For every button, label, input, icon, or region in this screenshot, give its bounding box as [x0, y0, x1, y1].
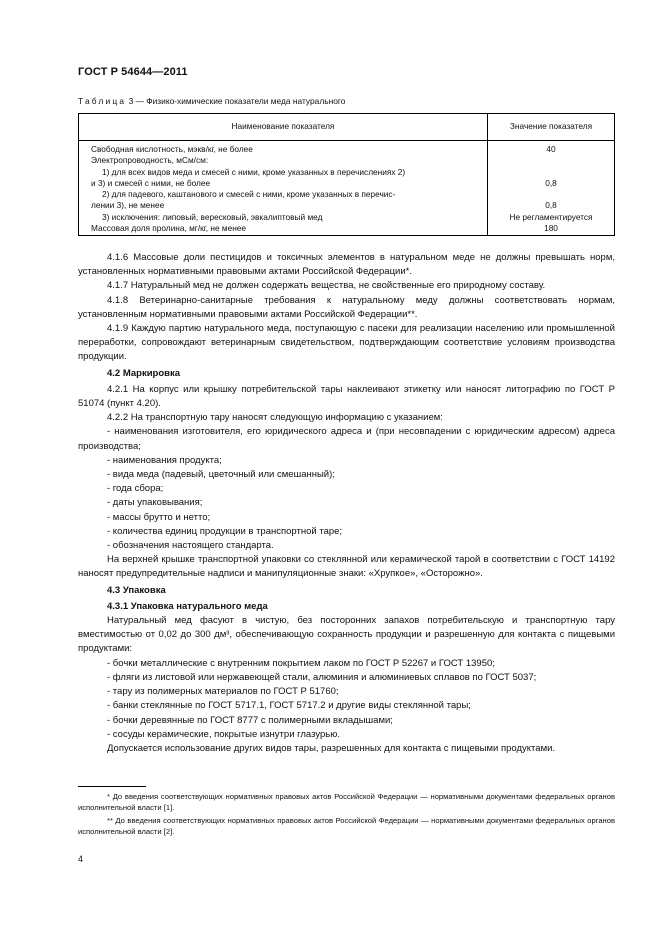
standard-code-header: ГОСТ Р 54644—2011: [78, 66, 188, 78]
list-item: - бочки деревянные по ГОСТ 8777 с полимерными вкладышами;: [107, 714, 393, 726]
row-value-proline: 180: [544, 223, 558, 234]
row-value-conductivity-3: Не регламентируется: [509, 211, 593, 222]
list-item: - наименования продукта;: [107, 454, 222, 466]
table-cell-names: [79, 141, 488, 236]
footnote-1-text: * До введения соответствующих нормативных правовых актов Российской Федерации — нормативными документами федеральных органов исполнительной власти [1].: [78, 792, 615, 812]
table-caption: [78, 96, 345, 106]
column-header-name: Наименование показателя: [79, 114, 488, 141]
section-heading-4-3: 4.3 Упаковка: [107, 584, 166, 596]
footnote-separator: [78, 786, 146, 787]
paragraph-4-1-8: 4.1.8 Ветеринарно-санитарные требования к натуральному меду должны соответствовать нормам, установленным нормативными правовыми актами Российской Федерации**.: [78, 294, 615, 320]
list-item: - года сбора;: [107, 483, 164, 495]
table-caption-text: 3 — Физико-химические показатели меда натурального: [128, 96, 346, 106]
list-item: - наименования изготовителя, его юридического адреса и (при несовпадении с юридическим адресом) адреса производства;: [78, 426, 615, 452]
row-name-conductivity-1-line1: 1) для всех видов меда и смесей с ними, кроме указанных в перечислениях 2): [102, 166, 406, 177]
row-value-conductivity-1: 0,8: [545, 177, 557, 188]
row-name-conductivity-2-line2: лении 3), не менее: [91, 200, 165, 211]
table-cell-values: [488, 141, 615, 236]
row-name-acidity: Свободная кислотность, мэкв/кг, не более: [91, 144, 253, 154]
list-item: - тару из полимерных материалов по ГОСТ Р 51760;: [107, 686, 339, 698]
paragraph-4-1-6: 4.1.6 Массовые доли пестицидов и токсичных элементов в натуральном меде не должны превышать норм, установленных нормативными правовыми актами Российской Федерации*.: [78, 252, 615, 278]
footnote-2: [78, 815, 615, 837]
paragraph-top-lid-marking: На верхней крышке транспортной упаковки со стеклянной или керамической тарой в соответствии с ГОСТ 14192 наносят предупредительные надписи и манипуляционные знаки: «Хрупкое», «Осторожно».: [78, 554, 615, 580]
row-value-acidity: 40: [546, 144, 556, 154]
row-value-empty: [488, 155, 614, 166]
paragraph-4-2-1: 4.2.1 На корпус или крышку потребительской тары наклеивают этикетку или наносят литографию по ГОСТ Р 51074 (пункт 4.20).: [78, 383, 615, 410]
list-item: - массы брутто и нетто;: [107, 511, 211, 523]
footnote-2-text: ** До введения соответствующих нормативных правовых актов Российской Федерации — нормативными документами федеральных органов исполнительной власти [2].: [78, 816, 615, 836]
physico-chemical-table: [78, 113, 615, 236]
list-item: - даты упаковывания;: [107, 497, 203, 509]
column-header-value: Значение показателя: [488, 114, 615, 141]
table-header-row: [79, 114, 615, 141]
main-text: [78, 251, 615, 756]
row-value-empty: [488, 167, 614, 178]
paragraph-4-3-1: Натуральный мед фасуют в чистую, без посторонних запахов потребительскую и транспортную тару вместимостью от 0,02 до 300 дм³, обеспечивающую сохранность продукции и разрешенную для контакта с пищевыми продуктами:: [78, 615, 615, 655]
row-name-conductivity: Электропроводность, мСм/см:: [91, 155, 209, 166]
paragraph-other-containers: Допускается использование других видов тары, разрешенных для контакта с пищевыми продуктами.: [107, 742, 556, 754]
page-number: 4: [78, 854, 84, 864]
list-item: - вида меда (падевый, цветочный или смешанный);: [107, 469, 335, 481]
row-name-conductivity-1-line2: и 3) и смесей с ними, не более: [91, 177, 211, 188]
subsection-heading-4-3-1: 4.3.1 Упаковка натурального меда: [107, 600, 268, 612]
row-name-proline: Массовая доля пролина, мг/кг, не менее: [91, 223, 247, 234]
list-item: - обозначения настоящего стандарта.: [107, 540, 274, 552]
list-item: - фляги из листовой или нержавеющей стали, алюминия и алюминиевых сплавов по ГОСТ 5037;: [107, 671, 537, 683]
paragraph-4-1-9: 4.1.9 Каждую партию натурального меда, поступающую с пасеки для реализации населению или промышленной переработки, сопровождают ветеринарным свидетельством, подтверждающим соответствие условиям производства продукции.: [78, 323, 615, 363]
row-value-empty: [488, 189, 614, 200]
list-item: - сосуды керамические, покрытые изнутри глазурью.: [107, 728, 341, 740]
row-name-conductivity-2-line1: 2) для падевого, каштанового и смесей с ними, кроме указанных в перечис-: [102, 189, 396, 200]
row-value-conductivity-2: 0,8: [545, 200, 557, 211]
table-row: [79, 141, 615, 236]
footnote-1: [78, 791, 615, 813]
list-item: - бочки металлические с внутренним покрытием лаком по ГОСТ Р 52267 и ГОСТ 13950;: [107, 657, 495, 669]
section-heading-4-2: 4.2 Маркировка: [107, 367, 181, 379]
paragraph-4-2-2: 4.2.2 На транспортную тару наносят следующую информацию с указанием:: [107, 412, 443, 424]
table-caption-label: Таблица: [78, 96, 127, 106]
list-item: - банки стеклянные по ГОСТ 5717.1, ГОСТ 5717.2 и другие виды стеклянной тары;: [107, 700, 471, 712]
paragraph-4-1-7: 4.1.7 Натуральный мед не должен содержать вещества, не свойственные его природному составу.: [107, 280, 546, 292]
row-name-conductivity-3: 3) исключения: липовый, вересковый, эвкалиптовый мед: [102, 211, 323, 222]
list-item: - количества единиц продукции в транспортной таре;: [107, 525, 343, 537]
